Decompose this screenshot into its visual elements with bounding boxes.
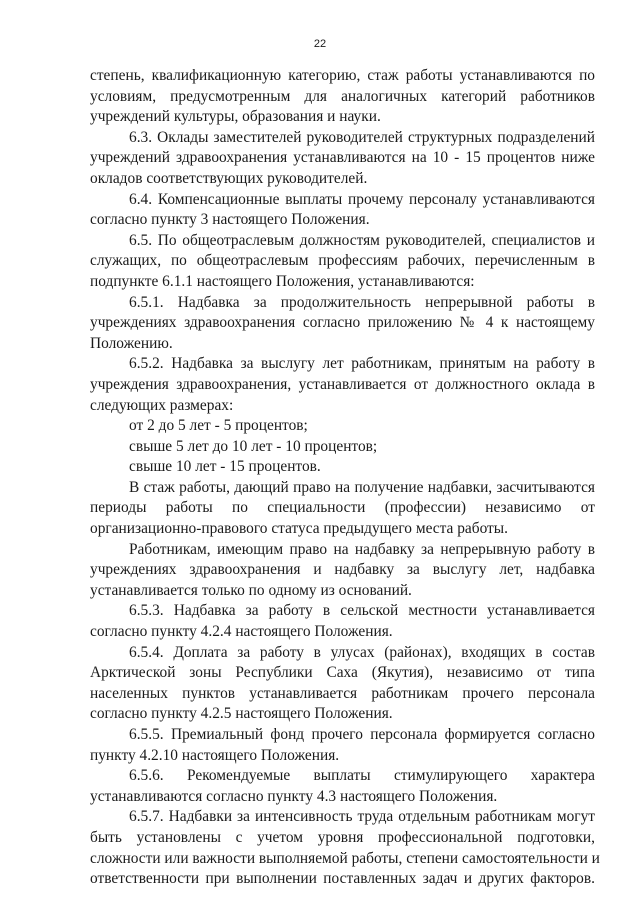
text-line: учреждений здравоохранения устанавливаются на 10 - 15 процентов ниже — [90, 149, 595, 167]
text-line: учреждения здравоохранения, устанавливается от должностного оклада в — [90, 375, 595, 393]
text-line: согласно пункту 4.2.4 настоящего Положения. — [90, 623, 393, 641]
text-line: окладов соответствующих руководителей. — [90, 169, 368, 187]
text-line: 6.5.3. Надбавка за работу в сельской местности устанавливается — [129, 602, 595, 620]
document-body — [90, 66, 600, 890]
text-line: согласно пункту 4.2.5 настоящего Положения. — [90, 705, 393, 723]
text-line: условиям, предусмотренным для аналогичных категорий работников — [90, 87, 595, 105]
text-line: организационно-правового статуса предыдущего места работы. — [90, 520, 508, 538]
text-line: согласно пункту 3 настоящего Положения. — [90, 211, 370, 229]
text-line: быть установлены с учетом уровня профессиональной подготовки, — [90, 828, 595, 846]
text-line: от 2 до 5 лет - 5 процентов; — [129, 417, 308, 435]
text-line: устанавливаются согласно пункту 4.3 настоящего Положения. — [90, 787, 498, 805]
text-line: свыше 5 лет до 10 лет - 10 процентов; — [129, 437, 378, 455]
text-line: 6.3. Оклады заместителей руководителей структурных подразделений — [129, 128, 595, 146]
text-line: пункту 4.2.10 настоящего Положения. — [90, 746, 340, 764]
text-line: ответственности при выполнении поставленных задач и других факторов. — [90, 870, 595, 888]
text-line: 6.5.1. Надбавка за продолжительность непрерывной работы в — [129, 293, 595, 311]
text-line: периоды работы по специальности (профессии) независимо от — [90, 499, 595, 517]
text-line: сложности или важности выполняемой работы, степени самостоятельности и — [90, 849, 600, 867]
text-line: 6.5.2. Надбавка за выслугу лет работникам, принятым на работу в — [129, 355, 595, 373]
text-line: степень, квалификационную категорию, стаж работы устанавливаются по — [90, 67, 595, 84]
text-line: населенных пунктов устанавливается работникам прочего персонала — [90, 684, 595, 702]
text-line: учреждениях здравоохранения и надбавку за выслугу лет, надбавка — [90, 561, 595, 579]
text-line: подпункте 6.1.1 настоящего Положения, устанавливаются: — [90, 272, 475, 290]
text-line: учреждений культуры, образования и науки. — [90, 108, 381, 126]
text-line: 6.5.5. Премиальный фонд прочего персонала формируется согласно — [129, 726, 595, 743]
text-line: 6.5. По общеотраслевым должностям руководителей, специалистов и — [129, 231, 595, 249]
text-line: устанавливается только по одному из оснований. — [90, 581, 412, 599]
text-line: 6.5.6. Рекомендуемые выплаты стимулирующего характера — [129, 767, 595, 785]
text-line: Положению. — [90, 334, 173, 352]
text-line: учреждениях здравоохранения согласно приложению № 4 к настоящему — [90, 314, 595, 332]
text-line: Арктической зоны Республики Саха (Якутия), независимо от типа — [90, 664, 595, 682]
text-line: Работникам, имеющим право на надбавку за непрерывную работу в — [129, 540, 595, 558]
text-line: В стаж работы, дающий право на получение надбавки, засчитываются — [129, 478, 595, 496]
text-line: следующих размерах: — [90, 396, 234, 414]
page-number: 22 — [313, 38, 327, 50]
text-line: служащих, по общеотраслевым профессиям рабочих, перечисленным в — [90, 252, 595, 270]
text-line: 6.5.4. Доплата за работу в улусах (районах), входящих в состав — [129, 643, 595, 661]
text-line: свыше 10 лет - 15 процентов. — [129, 458, 321, 476]
text-line: 6.5.7. Надбавки за интенсивность труда отдельным работникам могут — [129, 808, 595, 826]
text-line: 6.4. Компенсационные выплаты прочему персоналу устанавливаются — [129, 190, 595, 208]
